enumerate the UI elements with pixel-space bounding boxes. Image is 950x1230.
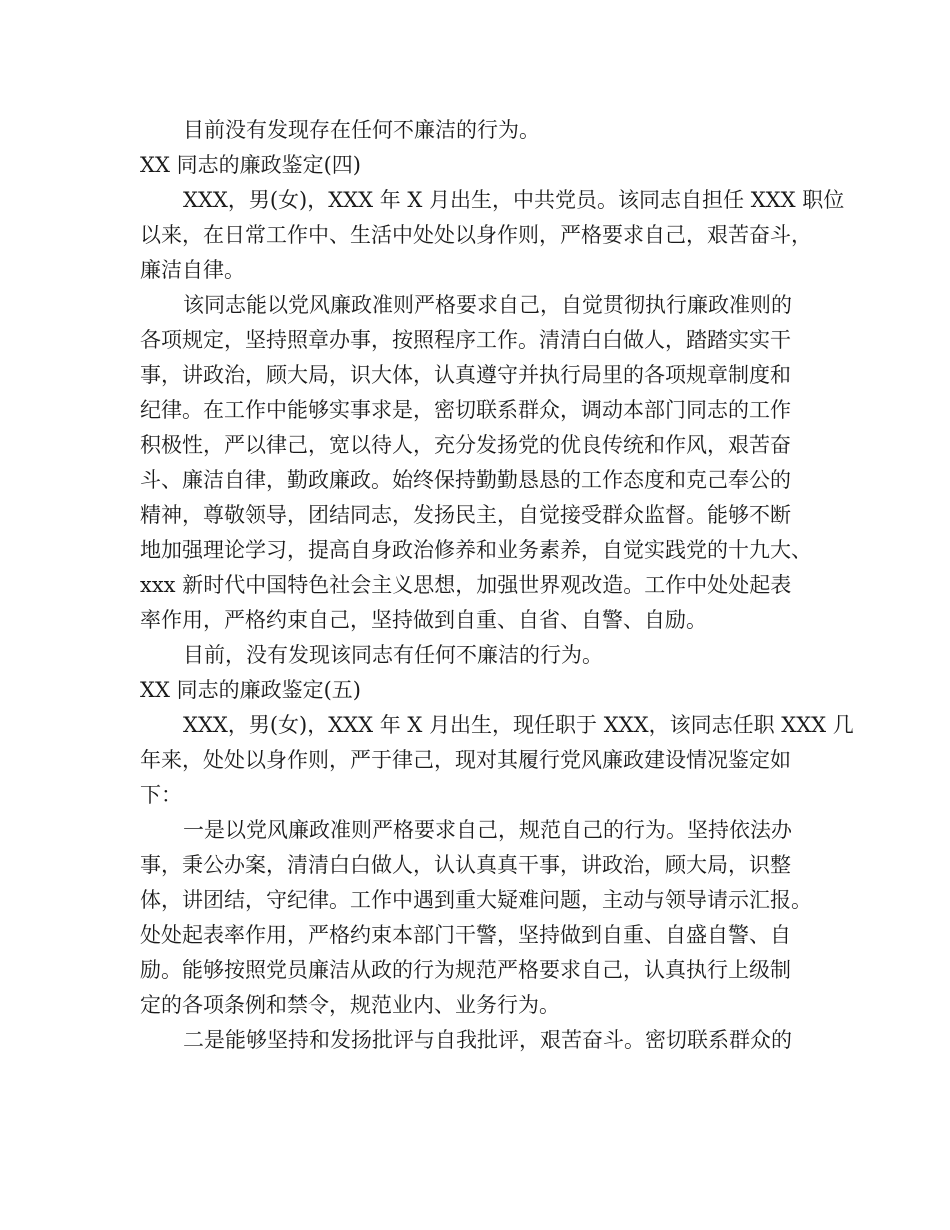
paragraph-line: 下： [140, 783, 182, 807]
paragraph-line: 该同志能以党风廉政准则严格要求自己，自觉贯彻执行廉政准则的 [183, 293, 792, 317]
paragraph-line: 廉洁自律。 [140, 258, 245, 282]
paragraph-line: 处处起表率作用，严格约束本部门干警，坚持做到自重、自盛自警、自 [140, 923, 791, 947]
paragraph-line: 目前没有发现存在任何不廉洁的行为。 [183, 118, 540, 142]
paragraph-line: 各项规定，坚持照章办事，按照程序工作。清清白白做人，踏踏实实干 [140, 328, 791, 352]
paragraph-line: 积极性，严以律己，宽以待人，充分发扬党的优良传统和作风，艰苦奋 [140, 433, 791, 457]
section-heading: XX 同志的廉政鉴定(五) [140, 678, 361, 702]
paragraph-line: 率作用，严格约束自己，坚持做到自重、自省、自警、自励。 [140, 608, 707, 632]
paragraph-line: 二是能够坚持和发扬批评与自我批评，艰苦奋斗。密切联系群众的 [183, 1028, 792, 1052]
paragraph-line: 事，秉公办案，清清白白做人，认认真真干事，讲政治，顾大局，识整 [140, 853, 791, 877]
paragraph-line: 斗、廉洁自律，勤政廉政。始终保持勤勤恳恳的工作态度和克己奉公的 [140, 468, 791, 492]
paragraph-line: 纪律。在工作中能够实事求是，密切联系群众，调动本部门同志的工作 [140, 398, 791, 422]
paragraph-line: 体，讲团结，守纪律。工作中遇到重大疑难问题，主动与领导请示汇报。 [140, 888, 812, 912]
paragraph-line: 年来，处处以身作则，严于律己，现对其履行党风廉政建设情况鉴定如 [140, 748, 791, 772]
section-heading: XX 同志的廉政鉴定(四) [140, 153, 361, 177]
paragraph-line: XXX，男(女)，XXX 年 X 月出生，中共党员。该同志自担任 XXX 职位 [183, 188, 845, 212]
paragraph-line: 以来，在日常工作中、生活中处处以身作则，严格要求自己，艰苦奋斗， [140, 223, 812, 247]
paragraph-line: 一是以党风廉政准则严格要求自己，规范自己的行为。坚持依法办 [183, 818, 792, 842]
paragraph-line: XXX，男(女)，XXX 年 X 月出生，现任职于 XXX，该同志任职 XXX 几 [183, 713, 854, 737]
paragraph-line: 事，讲政治，顾大局，识大体，认真遵守并执行局里的各项规章制度和 [140, 363, 791, 387]
paragraph-line: 励。能够按照党员廉洁从政的行为规范严格要求自己，认真执行上级制 [140, 958, 791, 982]
paragraph-line: 精神，尊敬领导，团结同志，发扬民主，自觉接受群众监督。能够不断 [140, 503, 791, 527]
paragraph-line: 目前，没有发现该同志有任何不廉洁的行为。 [183, 643, 603, 667]
paragraph-line: xxx 新时代中国特色社会主义思想，加强世界观改造。工作中处处起表 [140, 573, 792, 597]
paragraph-line: 地加强理论学习，提高自身政治修养和业务素养，自觉实践党的十九大、 [140, 538, 812, 562]
paragraph-line: 定的各项条例和禁令，规范业内、业务行为。 [140, 993, 560, 1017]
